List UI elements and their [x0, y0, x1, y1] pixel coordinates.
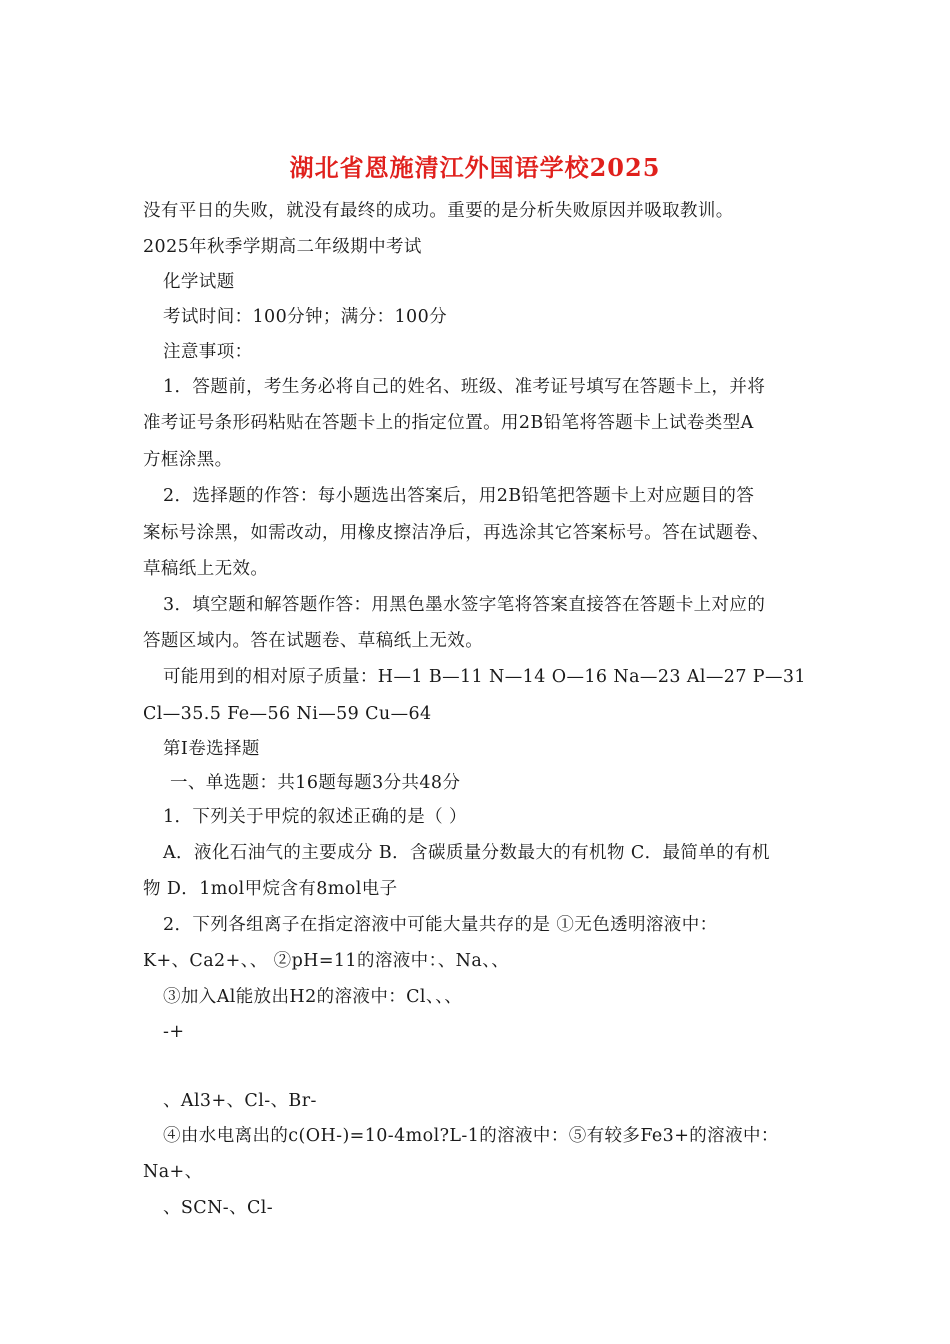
question-2-line: -+	[163, 1022, 185, 1042]
question-2-line: Na+、	[143, 1162, 203, 1182]
atomic-masses-line: Cl—35.5 Fe—56 Ni—59 Cu—64	[143, 704, 432, 724]
question-1-options-line: 物 D．1mol甲烷含有8mol电子	[143, 879, 398, 899]
exam-name: 2025年秋季学期高二年级期中考试	[143, 237, 422, 257]
subject-heading: 化学试题	[163, 272, 235, 292]
section-heading: 一、单选题：共16题每题3分共48分	[170, 773, 461, 793]
notice-1-line: 方框涂黑。	[143, 450, 233, 470]
part1-heading: 第Ⅰ卷选择题	[163, 739, 260, 759]
notice-2-line: 草稿纸上无效。	[143, 559, 269, 579]
question-2-line: 、SCN-、Cl-	[163, 1198, 274, 1218]
question-2-line: ③加入Al能放出H2的溶液中：Cl、、、	[163, 987, 463, 1007]
notice-3-line: 3．填空题和解答题作答：用黑色墨水签字笔将答案直接答在答题卡上对应的	[163, 595, 766, 615]
notice-1-line: 准考证号条形码粘贴在答题卡上的指定位置。用2B铅笔将答题卡上试卷类型A	[143, 413, 754, 433]
question-2-line: 2．下列各组离子在指定溶液中可能大量共存的是 ①无色透明溶液中：	[163, 915, 718, 935]
question-2-line: 、Al3+、Cl-、Br-	[163, 1091, 317, 1111]
document-title: 湖北省恩施清江外国语学校2025	[289, 153, 661, 182]
notice-2-line: 案标号涂黑，如需改动，用橡皮擦洁净后，再选涂其它答案标号。答在试题卷、	[143, 523, 770, 543]
question-1-options-line: A．液化石油气的主要成分 B．含碳质量分数最大的有机物 C．最简单的有机	[163, 843, 770, 863]
question-1-stem: 1．下列关于甲烷的叙述正确的是（ ）	[163, 807, 467, 827]
atomic-masses-line: 可能用到的相对原子质量：H—1 B—11 N—14 O—16 Na—23 Al—27 P—31	[163, 667, 806, 687]
motto-text: 没有平日的失败，就没有最终的成功。重要的是分析失败原因并吸取教训。	[143, 201, 734, 221]
notice-3-line: 答题区域内。答在试题卷、草稿纸上无效。	[143, 631, 484, 651]
exam-info: 考试时间：100分钟；满分：100分	[163, 307, 448, 327]
notice-2-line: 2．选择题的作答：每小题选出答案后，用2B铅笔把答题卡上对应题目的答	[163, 486, 755, 506]
question-2-line: ④由水电离出的c(OH-)=10-4mol?L-1的溶液中：⑤有较多Fe3+的溶液中：	[163, 1126, 779, 1146]
notice-1-line: 1．答题前，考生务必将自己的姓名、班级、准考证号填写在答题卡上，并将	[163, 377, 766, 397]
notice-heading: 注意事项：	[163, 342, 253, 362]
question-2-line: K+、Ca2+、、 ②pH=11的溶液中：、Na、、	[143, 951, 510, 971]
